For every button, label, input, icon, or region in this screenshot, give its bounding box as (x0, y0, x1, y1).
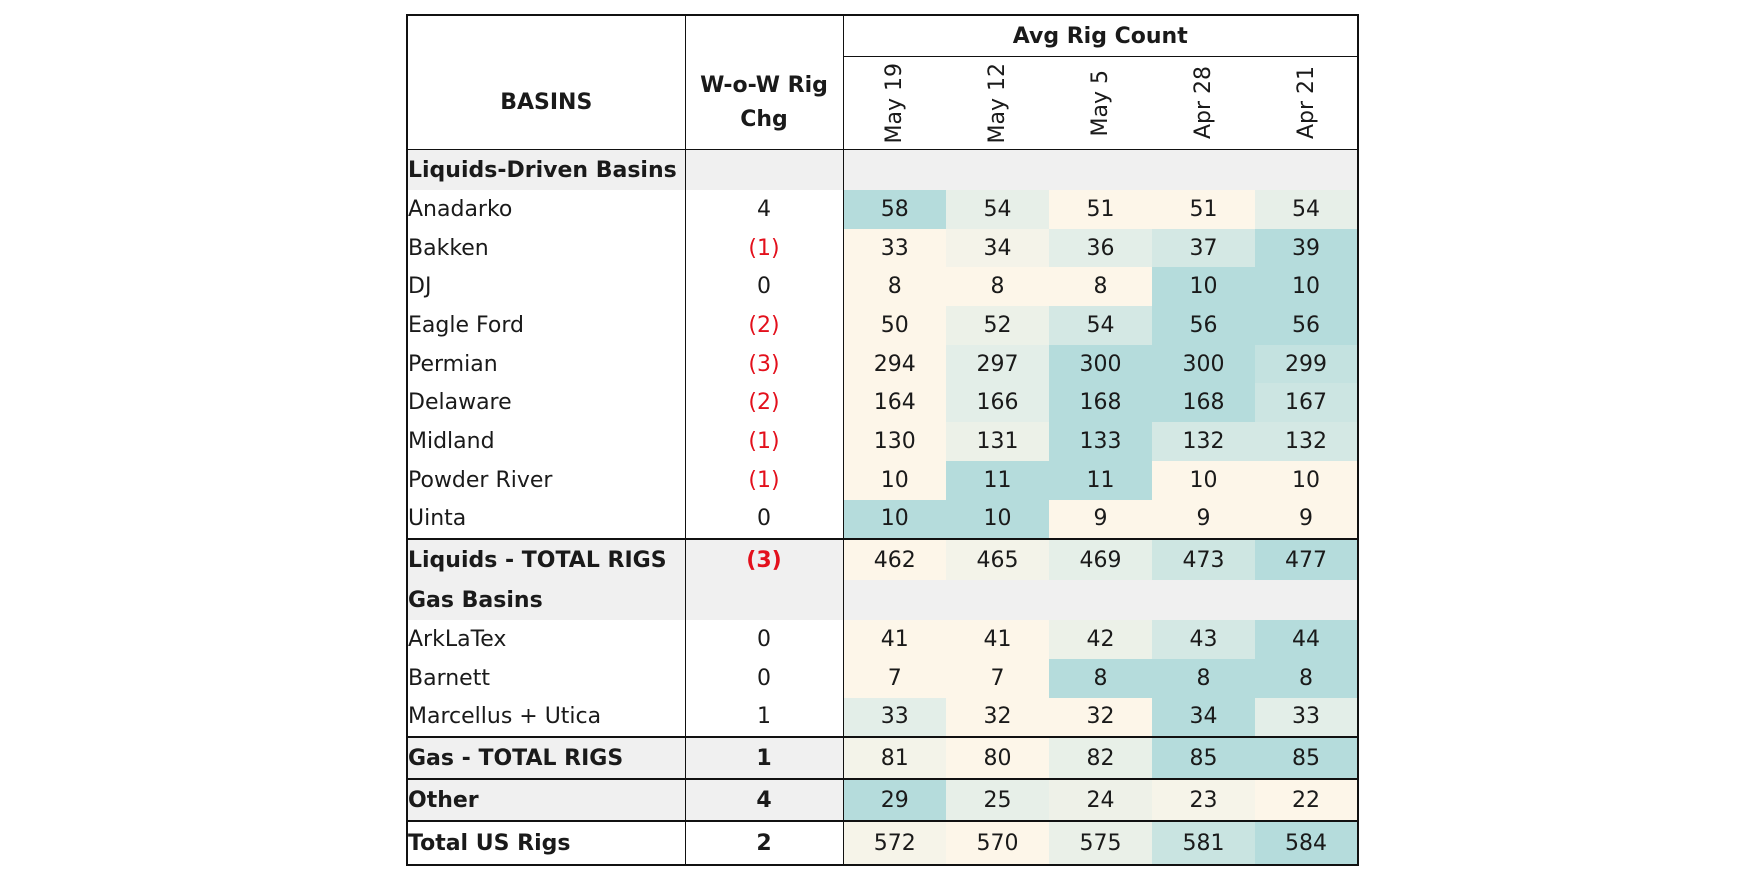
rig-count-value: 473 (1152, 539, 1255, 580)
rig-count-value: 570 (946, 821, 1049, 865)
basin-name: Total US Rigs (407, 821, 685, 865)
wow-change: (3) (685, 345, 843, 384)
rig-count-value: 32 (946, 698, 1049, 738)
date-header: May 12 (985, 62, 1010, 144)
basin-name: Powder River (407, 461, 685, 500)
rig-count-value: 299 (1255, 345, 1358, 384)
rig-count-value: 10 (1152, 267, 1255, 306)
rig-count-value: 37 (1152, 229, 1255, 268)
wow-change: 1 (685, 698, 843, 738)
wow-header-line2: Chg (740, 106, 788, 132)
basin-name: Barnett (407, 659, 685, 698)
rig-count-value: 81 (843, 737, 946, 779)
section-blank-span (843, 580, 1358, 620)
rig-count-value: 82 (1049, 737, 1152, 779)
rig-count-value: 10 (843, 500, 946, 540)
rig-count-value: 42 (1049, 620, 1152, 659)
basin-row (407, 267, 1358, 306)
basin-row (407, 461, 1358, 500)
rig-count-value: 132 (1255, 422, 1358, 461)
rig-count-value: 80 (946, 737, 1049, 779)
rig-count-value: 10 (1255, 461, 1358, 500)
rig-count-value: 33 (843, 698, 946, 738)
rig-count-value: 24 (1049, 779, 1152, 821)
basins-header: BASINS (407, 57, 685, 150)
rig-count-value: 41 (843, 620, 946, 659)
rig-count-value: 300 (1152, 345, 1255, 384)
wow-change: 0 (685, 267, 843, 306)
rig-count-value: 10 (1255, 267, 1358, 306)
rig-count-value: 9 (1152, 500, 1255, 540)
basin-name: Uinta (407, 500, 685, 540)
section-blank-cell (685, 580, 843, 620)
rig-count-value: 50 (843, 306, 946, 345)
rig-count-value: 23 (1152, 779, 1255, 821)
basin-row (407, 190, 1358, 229)
header-blank-wow (685, 15, 843, 57)
wow-change: 4 (685, 190, 843, 229)
section-title: Gas Basins (407, 580, 685, 620)
grand-total-row (407, 821, 1358, 865)
wow-change: 1 (685, 737, 843, 779)
liquids-total-row (407, 539, 1358, 580)
date-header-cell (946, 57, 1049, 150)
basin-name: Anadarko (407, 190, 685, 229)
rig-count-value: 10 (946, 500, 1049, 540)
date-header-cell (1152, 57, 1255, 150)
basin-row (407, 620, 1358, 659)
rig-count-value: 34 (946, 229, 1049, 268)
rig-count-value: 469 (1049, 539, 1152, 580)
rig-count-value: 11 (1049, 461, 1152, 500)
section-header-row (407, 150, 1358, 191)
avg-rig-count-header: Avg Rig Count (843, 15, 1358, 57)
rig-count-value: 294 (843, 345, 946, 384)
other-row (407, 779, 1358, 821)
rig-count-value: 581 (1152, 821, 1255, 865)
rig-count-value: 7 (946, 659, 1049, 698)
wow-change: 0 (685, 500, 843, 540)
basin-row (407, 698, 1358, 738)
rig-count-value: 52 (946, 306, 1049, 345)
header-row-columns (407, 57, 1358, 150)
wow-change: (3) (685, 539, 843, 580)
rig-count-value: 10 (1152, 461, 1255, 500)
rig-count-value: 85 (1152, 737, 1255, 779)
basin-row (407, 306, 1358, 345)
date-header: May 5 (1088, 69, 1113, 137)
rig-count-value: 166 (946, 383, 1049, 422)
date-header: May 19 (882, 62, 908, 144)
basin-row (407, 229, 1358, 268)
rig-count-value: 54 (946, 190, 1049, 229)
basin-name: Midland (407, 422, 685, 461)
wow-change: 4 (685, 779, 843, 821)
date-header-cell (1049, 57, 1152, 150)
rig-count-value: 58 (843, 190, 946, 229)
basin-row (407, 422, 1358, 461)
header-row-top (407, 15, 1358, 57)
rig-count-value: 465 (946, 539, 1049, 580)
wow-change: (2) (685, 306, 843, 345)
section-blank-span (843, 150, 1358, 191)
rig-count-value: 130 (843, 422, 946, 461)
rig-count-value: 54 (1049, 306, 1152, 345)
rig-count-value: 22 (1255, 779, 1358, 821)
rig-count-value: 51 (1049, 190, 1152, 229)
section-blank-cell (685, 150, 843, 191)
rig-count-value: 56 (1152, 306, 1255, 345)
basin-name: DJ (407, 267, 685, 306)
rig-count-value: 33 (1255, 698, 1358, 738)
rig-count-value: 133 (1049, 422, 1152, 461)
rig-count-value: 575 (1049, 821, 1152, 865)
section-header-row (407, 580, 1358, 620)
rig-count-value: 167 (1255, 383, 1358, 422)
basin-row (407, 659, 1358, 698)
rig-count-value: 54 (1255, 190, 1358, 229)
rig-count-value: 462 (843, 539, 946, 580)
basin-name: Bakken (407, 229, 685, 268)
rig-count-value: 7 (843, 659, 946, 698)
rig-count-value: 8 (946, 267, 1049, 306)
basin-name: Gas - TOTAL RIGS (407, 737, 685, 779)
date-header: Apr 28 (1191, 66, 1216, 140)
rig-count-value: 297 (946, 345, 1049, 384)
basin-row (407, 345, 1358, 384)
wow-change: 0 (685, 620, 843, 659)
rig-count-value: 43 (1152, 620, 1255, 659)
basin-name: Marcellus + Utica (407, 698, 685, 738)
rig-count-value: 51 (1152, 190, 1255, 229)
basin-name: Permian (407, 345, 685, 384)
basin-name: Liquids - TOTAL RIGS (407, 539, 685, 580)
rig-count-value: 10 (843, 461, 946, 500)
rig-count-value: 39 (1255, 229, 1358, 268)
rig-count-value: 29 (843, 779, 946, 821)
rig-count-value: 36 (1049, 229, 1152, 268)
basin-name: Other (407, 779, 685, 821)
basin-name: ArkLaTex (407, 620, 685, 659)
wow-header (685, 57, 843, 150)
gas-total-row (407, 737, 1358, 779)
date-header-cell (1255, 57, 1358, 150)
rig-count-value: 9 (1049, 500, 1152, 540)
rig-count-value: 300 (1049, 345, 1152, 384)
rig-count-value: 8 (1255, 659, 1358, 698)
rig-count-value: 8 (843, 267, 946, 306)
wow-change: (1) (685, 229, 843, 268)
section-title: Liquids-Driven Basins (407, 150, 685, 191)
basin-row (407, 500, 1358, 540)
header-blank-basins (407, 15, 685, 57)
rig-count-value: 8 (1152, 659, 1255, 698)
rig-count-value: 34 (1152, 698, 1255, 738)
rig-count-value: 164 (843, 383, 946, 422)
rig-count-value: 56 (1255, 306, 1358, 345)
rig-count-value: 33 (843, 229, 946, 268)
rig-count-value: 32 (1049, 698, 1152, 738)
rig-count-value: 25 (946, 779, 1049, 821)
wow-change: 2 (685, 821, 843, 865)
rig-count-value: 477 (1255, 539, 1358, 580)
rig-count-value: 168 (1152, 383, 1255, 422)
rig-count-value: 11 (946, 461, 1049, 500)
basin-name: Eagle Ford (407, 306, 685, 345)
rig-count-value: 9 (1255, 500, 1358, 540)
rig-count-value: 572 (843, 821, 946, 865)
rig-count-value: 8 (1049, 659, 1152, 698)
date-header-cell (843, 57, 946, 150)
rig-count-value: 132 (1152, 422, 1255, 461)
rig-count-table (406, 14, 1359, 866)
rig-count-value: 584 (1255, 821, 1358, 865)
wow-change: 0 (685, 659, 843, 698)
rig-count-value: 131 (946, 422, 1049, 461)
wow-change: (1) (685, 422, 843, 461)
rig-count-value: 8 (1049, 267, 1152, 306)
wow-change: (1) (685, 461, 843, 500)
wow-header-line1: W-o-W Rig (700, 72, 828, 98)
basin-name: Delaware (407, 383, 685, 422)
basin-row (407, 383, 1358, 422)
rig-count-value: 168 (1049, 383, 1152, 422)
date-header: Apr 21 (1293, 66, 1319, 140)
rig-count-value: 41 (946, 620, 1049, 659)
wow-change: (2) (685, 383, 843, 422)
rig-count-value: 44 (1255, 620, 1358, 659)
rig-count-value: 85 (1255, 737, 1358, 779)
